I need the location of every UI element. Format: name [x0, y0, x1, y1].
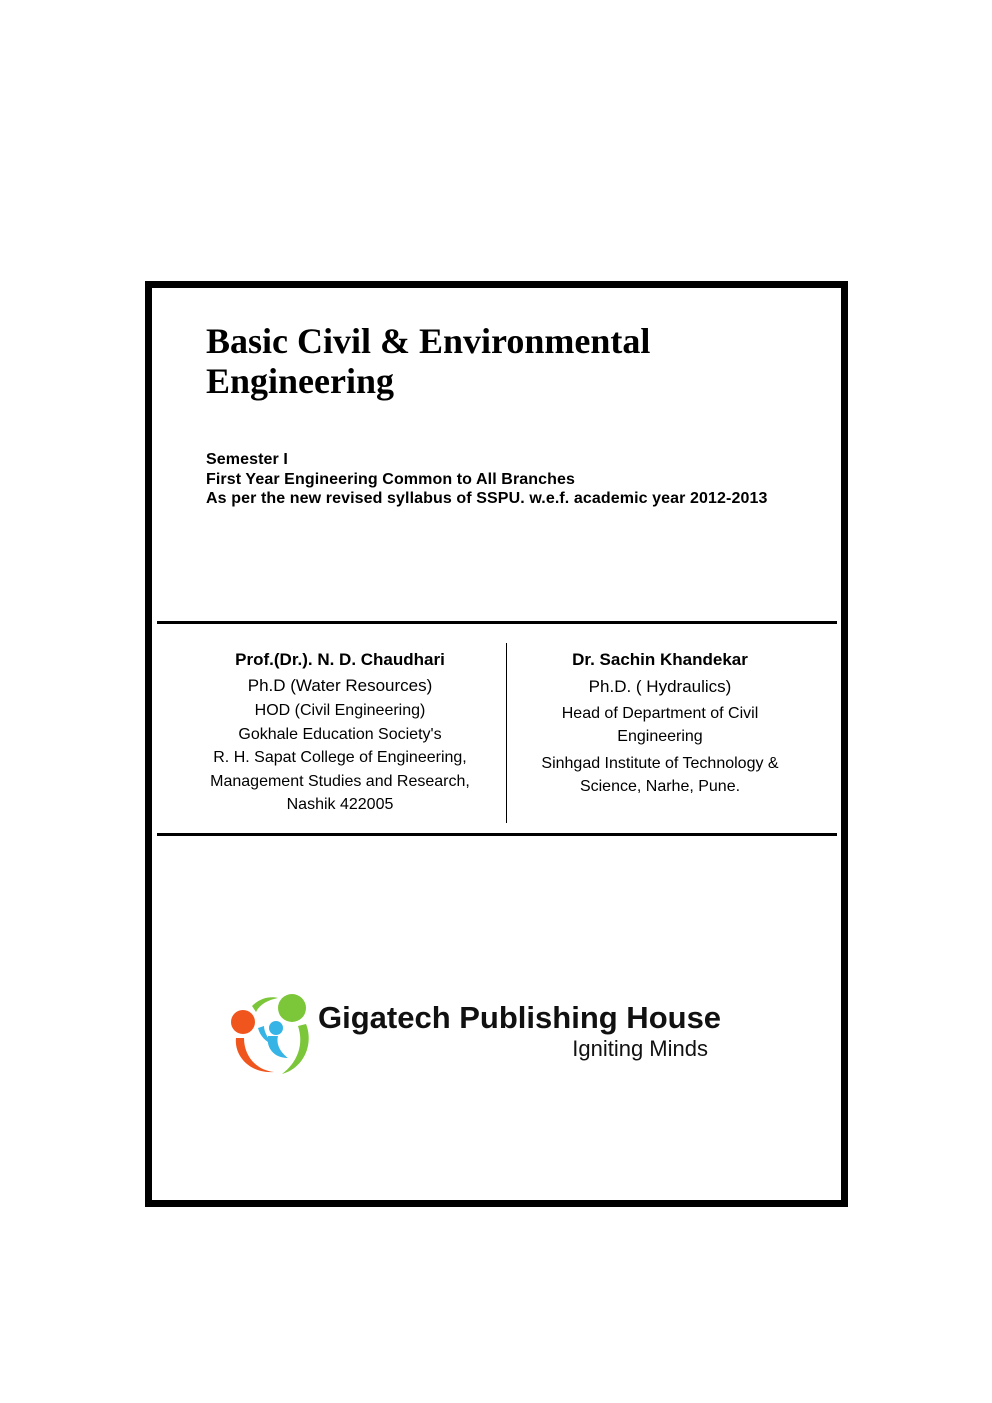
author-2-institute-line-1: Sinhgad Institute of Technology &: [541, 755, 779, 772]
author-1-position: HOD (Civil Engineering): [254, 702, 426, 719]
author-2-name: Dr. Sachin Khandekar: [572, 650, 748, 669]
author-1-college-line-1: R. H. Sapat College of Engineering,: [213, 749, 467, 766]
author-2-position-line-2: Engineering: [617, 728, 703, 745]
logo-orange-head: [231, 1010, 255, 1034]
author-1-city: Nashik 422005: [286, 796, 394, 813]
author-1-degree: Ph.D (Water Resources): [247, 676, 433, 695]
author-2-position-line-1: Head of Department of Civil: [561, 705, 759, 722]
logo-blue-head: [269, 1021, 283, 1035]
author-1-society: Gokhale Education Society's: [238, 725, 442, 743]
syllabus-note: As per the new revised syllabus of SSPU. w.e.f. academic year 2012-2013: [206, 490, 768, 507]
author-column-divider: [506, 643, 507, 823]
author-2-institute-line-2: Science, Narhe, Pune.: [579, 778, 741, 795]
book-title: [206, 321, 766, 401]
publisher-name: Gigatech Publishing House: [318, 1000, 722, 1035]
author-2-degree: Ph.D. ( Hydraulics): [588, 677, 732, 696]
bottom-divider: [157, 833, 837, 836]
author-2: [515, 648, 805, 798]
logo-green-arc: [282, 1024, 309, 1074]
book-title-line-2: Engineering: [206, 361, 395, 401]
author-1: [190, 648, 490, 817]
book-title-line-1: Basic Civil & Environmental: [206, 321, 651, 361]
logo-green-small-arc: [252, 997, 278, 1012]
top-divider: [157, 621, 837, 624]
logo-blue-arc: [268, 1036, 288, 1058]
audience: First Year Engineering Common to All Branches: [206, 470, 576, 488]
publisher-tagline: Igniting Minds: [572, 1036, 708, 1061]
author-1-name: Prof.(Dr.). N. D. Chaudhari: [235, 650, 445, 669]
logo-green-head: [278, 994, 306, 1022]
course-info: [206, 450, 767, 509]
semester: Semester I: [206, 451, 288, 468]
author-1-college-line-2: Management Studies and Research,: [210, 772, 470, 790]
people-circle-logo-icon: [228, 992, 314, 1078]
